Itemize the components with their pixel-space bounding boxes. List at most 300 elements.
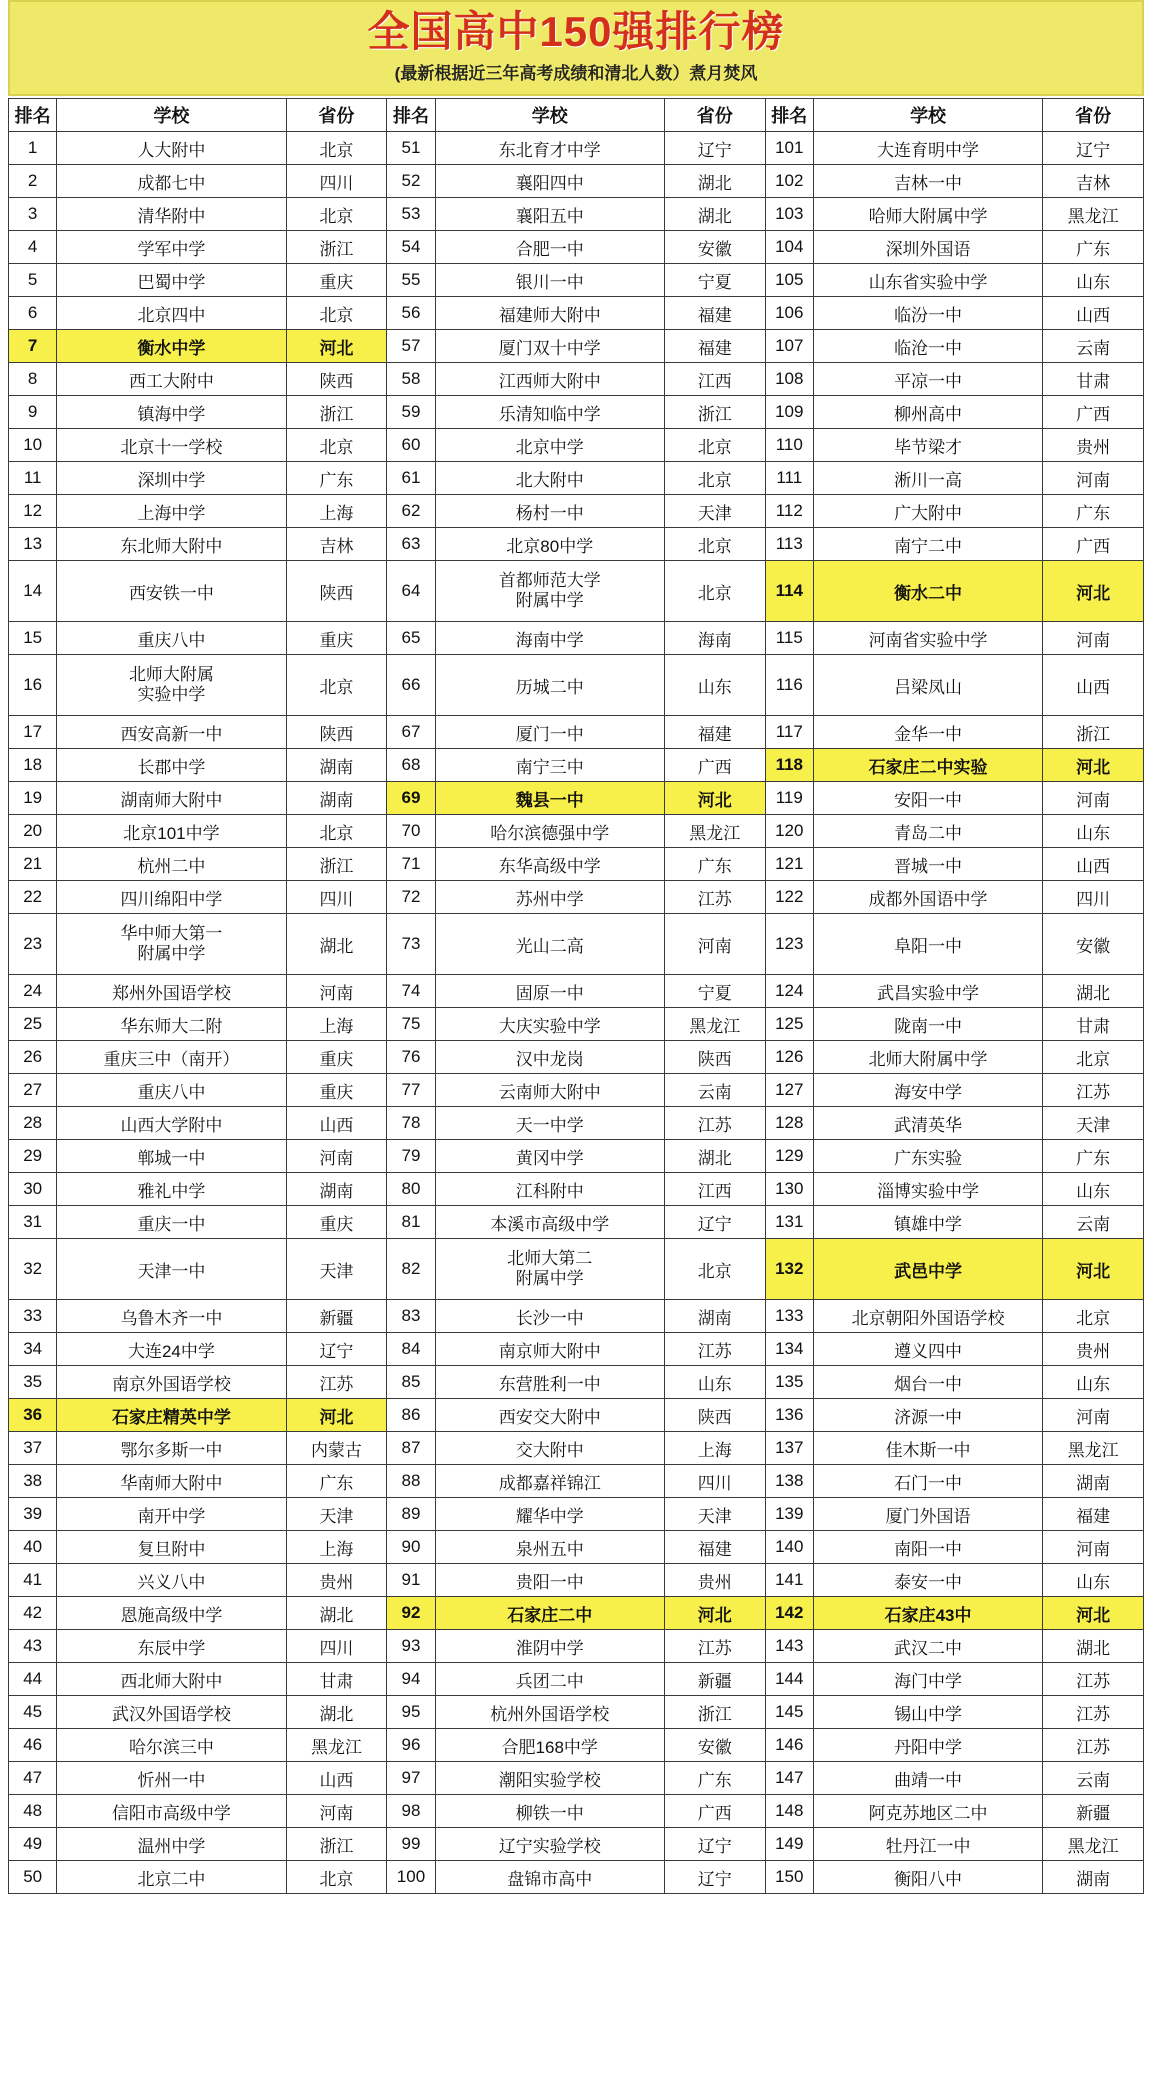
school-cell: 杨村一中 bbox=[435, 495, 664, 528]
table-row bbox=[9, 622, 1144, 655]
province-cell: 宁夏 bbox=[664, 975, 765, 1008]
province-cell: 江苏 bbox=[664, 1107, 765, 1140]
province-cell: 广东 bbox=[1043, 495, 1144, 528]
rank-cell: 51 bbox=[387, 132, 435, 165]
province-cell: 北京 bbox=[286, 297, 387, 330]
province-cell: 新疆 bbox=[664, 1663, 765, 1696]
rank-cell: 45 bbox=[9, 1696, 57, 1729]
school-cell: 成都嘉祥锦江 bbox=[435, 1465, 664, 1498]
rank-cell: 11 bbox=[9, 462, 57, 495]
rank-cell: 62 bbox=[387, 495, 435, 528]
province-cell: 江苏 bbox=[664, 1630, 765, 1663]
province-cell: 北京 bbox=[286, 132, 387, 165]
school-cell: 合肥一中 bbox=[435, 231, 664, 264]
school-cell: 武汉外国语学校 bbox=[57, 1696, 286, 1729]
school-cell: 牡丹江一中 bbox=[813, 1828, 1042, 1861]
province-cell: 广东 bbox=[1043, 1140, 1144, 1173]
table-row bbox=[9, 1140, 1144, 1173]
rank-cell: 39 bbox=[9, 1498, 57, 1531]
province-cell: 江苏 bbox=[664, 1333, 765, 1366]
school-cell: 南京外国语学校 bbox=[57, 1366, 286, 1399]
rank-cell: 24 bbox=[9, 975, 57, 1008]
school-cell: 武汉二中 bbox=[813, 1630, 1042, 1663]
rank-cell: 139 bbox=[765, 1498, 813, 1531]
rank-cell: 53 bbox=[387, 198, 435, 231]
rank-cell: 92 bbox=[387, 1597, 435, 1630]
school-cell: 晋城一中 bbox=[813, 848, 1042, 881]
school-cell: 光山二高 bbox=[435, 914, 664, 975]
school-cell: 长沙一中 bbox=[435, 1300, 664, 1333]
rank-cell: 33 bbox=[9, 1300, 57, 1333]
school-cell: 河南省实验中学 bbox=[813, 622, 1042, 655]
rank-cell: 96 bbox=[387, 1729, 435, 1762]
school-cell: 汉中龙岗 bbox=[435, 1041, 664, 1074]
province-cell: 广西 bbox=[1043, 528, 1144, 561]
rank-cell: 104 bbox=[765, 231, 813, 264]
rank-cell: 147 bbox=[765, 1762, 813, 1795]
province-cell: 湖南 bbox=[1043, 1861, 1144, 1894]
table-row bbox=[9, 1107, 1144, 1140]
school-cell: 衡阳八中 bbox=[813, 1861, 1042, 1894]
rank-cell: 142 bbox=[765, 1597, 813, 1630]
school-cell: 西安高新一中 bbox=[57, 716, 286, 749]
school-cell: 东华高级中学 bbox=[435, 848, 664, 881]
rank-cell: 103 bbox=[765, 198, 813, 231]
province-cell: 黑龙江 bbox=[664, 815, 765, 848]
rank-cell: 144 bbox=[765, 1663, 813, 1696]
province-cell: 江苏 bbox=[1043, 1663, 1144, 1696]
rank-cell: 74 bbox=[387, 975, 435, 1008]
province-cell: 湖南 bbox=[286, 782, 387, 815]
rank-cell: 12 bbox=[9, 495, 57, 528]
page-subtitle: (最新根据近三年高考成绩和清北人数）煮月焚风 bbox=[394, 64, 758, 84]
province-cell: 江苏 bbox=[286, 1366, 387, 1399]
province-cell: 甘肃 bbox=[286, 1663, 387, 1696]
school-cell: 北京101中学 bbox=[57, 815, 286, 848]
school-cell: 东北育才中学 bbox=[435, 132, 664, 165]
province-cell: 湖北 bbox=[664, 1140, 765, 1173]
rank-cell: 5 bbox=[9, 264, 57, 297]
province-cell: 黑龙江 bbox=[664, 1008, 765, 1041]
rank-cell: 2 bbox=[9, 165, 57, 198]
school-cell: 石家庄精英中学 bbox=[57, 1399, 286, 1432]
province-cell: 海南 bbox=[664, 622, 765, 655]
table-row bbox=[9, 1465, 1144, 1498]
province-cell: 河南 bbox=[286, 1140, 387, 1173]
school-cell: 石门一中 bbox=[813, 1465, 1042, 1498]
rank-cell: 22 bbox=[9, 881, 57, 914]
school-cell: 苏州中学 bbox=[435, 881, 664, 914]
rank-cell: 38 bbox=[9, 1465, 57, 1498]
school-cell: 北师大附属中学 bbox=[813, 1041, 1042, 1074]
school-cell: 淄博实验中学 bbox=[813, 1173, 1042, 1206]
province-cell: 四川 bbox=[664, 1465, 765, 1498]
table-row bbox=[9, 1366, 1144, 1399]
province-cell: 安徽 bbox=[664, 1729, 765, 1762]
rank-cell: 17 bbox=[9, 716, 57, 749]
school-cell: 盘锦市高中 bbox=[435, 1861, 664, 1894]
province-cell: 福建 bbox=[664, 716, 765, 749]
province-cell: 黑龙江 bbox=[1043, 1432, 1144, 1465]
school-cell: 江西师大附中 bbox=[435, 363, 664, 396]
table-row bbox=[9, 1696, 1144, 1729]
school-cell: 镇雄中学 bbox=[813, 1206, 1042, 1239]
school-cell: 南开中学 bbox=[57, 1498, 286, 1531]
province-cell: 河北 bbox=[286, 330, 387, 363]
table-row bbox=[9, 1795, 1144, 1828]
school-cell: 清华附中 bbox=[57, 198, 286, 231]
rank-cell: 113 bbox=[765, 528, 813, 561]
province-cell: 浙江 bbox=[664, 396, 765, 429]
province-cell: 河南 bbox=[664, 914, 765, 975]
school-cell: 曲靖一中 bbox=[813, 1762, 1042, 1795]
school-cell: 济源一中 bbox=[813, 1399, 1042, 1432]
province-cell: 陕西 bbox=[286, 716, 387, 749]
rank-cell: 133 bbox=[765, 1300, 813, 1333]
province-cell: 新疆 bbox=[286, 1300, 387, 1333]
province-cell: 山东 bbox=[664, 1366, 765, 1399]
province-cell: 云南 bbox=[1043, 1206, 1144, 1239]
rank-cell: 130 bbox=[765, 1173, 813, 1206]
rank-cell: 101 bbox=[765, 132, 813, 165]
table-row bbox=[9, 1399, 1144, 1432]
province-cell: 湖北 bbox=[1043, 975, 1144, 1008]
rank-cell: 60 bbox=[387, 429, 435, 462]
school-cell: 石家庄二中 bbox=[435, 1597, 664, 1630]
province-cell: 上海 bbox=[286, 495, 387, 528]
province-cell: 河北 bbox=[1043, 561, 1144, 622]
province-cell: 陕西 bbox=[286, 561, 387, 622]
school-cell: 北大附中 bbox=[435, 462, 664, 495]
rank-cell: 131 bbox=[765, 1206, 813, 1239]
province-cell: 河北 bbox=[1043, 1597, 1144, 1630]
school-cell: 恩施高级中学 bbox=[57, 1597, 286, 1630]
rank-cell: 36 bbox=[9, 1399, 57, 1432]
province-cell: 北京 bbox=[1043, 1041, 1144, 1074]
school-cell: 石家庄43中 bbox=[813, 1597, 1042, 1630]
table-row bbox=[9, 495, 1144, 528]
school-cell: 历城二中 bbox=[435, 655, 664, 716]
province-cell: 天津 bbox=[286, 1498, 387, 1531]
province-cell: 浙江 bbox=[286, 231, 387, 264]
school-cell: 南京师大附中 bbox=[435, 1333, 664, 1366]
table-row bbox=[9, 1333, 1144, 1366]
table-row bbox=[9, 1663, 1144, 1696]
rank-cell: 125 bbox=[765, 1008, 813, 1041]
province-cell: 福建 bbox=[1043, 1498, 1144, 1531]
province-cell: 山东 bbox=[1043, 264, 1144, 297]
school-cell: 柳州高中 bbox=[813, 396, 1042, 429]
school-cell: 山西大学附中 bbox=[57, 1107, 286, 1140]
rank-cell: 82 bbox=[387, 1239, 435, 1300]
province-cell: 河南 bbox=[1043, 1531, 1144, 1564]
province-cell: 广东 bbox=[286, 462, 387, 495]
table-row bbox=[9, 297, 1144, 330]
school-cell: 华中师大第一 附属中学 bbox=[57, 914, 286, 975]
school-cell: 金华一中 bbox=[813, 716, 1042, 749]
province-cell: 宁夏 bbox=[664, 264, 765, 297]
school-cell: 信阳市高级中学 bbox=[57, 1795, 286, 1828]
rank-cell: 94 bbox=[387, 1663, 435, 1696]
province-cell: 福建 bbox=[664, 330, 765, 363]
table-row bbox=[9, 881, 1144, 914]
table-row bbox=[9, 132, 1144, 165]
school-cell: 北师大附属 实验中学 bbox=[57, 655, 286, 716]
school-cell: 遵义四中 bbox=[813, 1333, 1042, 1366]
table-row bbox=[9, 1206, 1144, 1239]
table-body bbox=[9, 132, 1144, 1894]
school-cell: 泰安一中 bbox=[813, 1564, 1042, 1597]
rank-cell: 98 bbox=[387, 1795, 435, 1828]
province-cell: 江苏 bbox=[664, 881, 765, 914]
col-header-school-1: 学校 bbox=[57, 99, 286, 132]
rank-cell: 72 bbox=[387, 881, 435, 914]
table-row bbox=[9, 655, 1144, 716]
rank-cell: 93 bbox=[387, 1630, 435, 1663]
province-cell: 湖南 bbox=[286, 1173, 387, 1206]
school-cell: 北京80中学 bbox=[435, 528, 664, 561]
school-cell: 吉林一中 bbox=[813, 165, 1042, 198]
rank-cell: 13 bbox=[9, 528, 57, 561]
province-cell: 北京 bbox=[664, 462, 765, 495]
province-cell: 四川 bbox=[286, 1630, 387, 1663]
school-cell: 兴义八中 bbox=[57, 1564, 286, 1597]
rank-cell: 18 bbox=[9, 749, 57, 782]
col-header-province-1: 省份 bbox=[286, 99, 387, 132]
school-cell: 北京中学 bbox=[435, 429, 664, 462]
rank-cell: 85 bbox=[387, 1366, 435, 1399]
province-cell: 上海 bbox=[286, 1531, 387, 1564]
school-cell: 厦门一中 bbox=[435, 716, 664, 749]
rank-cell: 6 bbox=[9, 297, 57, 330]
school-cell: 广东实验 bbox=[813, 1140, 1042, 1173]
rank-cell: 42 bbox=[9, 1597, 57, 1630]
school-cell: 辽宁实验学校 bbox=[435, 1828, 664, 1861]
table-row bbox=[9, 1564, 1144, 1597]
rank-cell: 40 bbox=[9, 1531, 57, 1564]
school-cell: 阜阳一中 bbox=[813, 914, 1042, 975]
school-cell: 郸城一中 bbox=[57, 1140, 286, 1173]
school-cell: 武昌实验中学 bbox=[813, 975, 1042, 1008]
province-cell: 重庆 bbox=[286, 264, 387, 297]
rank-cell: 65 bbox=[387, 622, 435, 655]
rank-cell: 137 bbox=[765, 1432, 813, 1465]
table-row bbox=[9, 1041, 1144, 1074]
rank-cell: 75 bbox=[387, 1008, 435, 1041]
province-cell: 贵州 bbox=[664, 1564, 765, 1597]
rank-cell: 80 bbox=[387, 1173, 435, 1206]
school-cell: 贵阳一中 bbox=[435, 1564, 664, 1597]
school-cell: 柳铁一中 bbox=[435, 1795, 664, 1828]
province-cell: 新疆 bbox=[1043, 1795, 1144, 1828]
province-cell: 广西 bbox=[1043, 396, 1144, 429]
school-cell: 杭州二中 bbox=[57, 848, 286, 881]
province-cell: 辽宁 bbox=[1043, 132, 1144, 165]
rank-cell: 106 bbox=[765, 297, 813, 330]
province-cell: 上海 bbox=[664, 1432, 765, 1465]
school-cell: 东营胜利一中 bbox=[435, 1366, 664, 1399]
province-cell: 陕西 bbox=[664, 1399, 765, 1432]
rank-cell: 117 bbox=[765, 716, 813, 749]
rank-cell: 31 bbox=[9, 1206, 57, 1239]
table-row bbox=[9, 1630, 1144, 1663]
province-cell: 北京 bbox=[286, 429, 387, 462]
table-row bbox=[9, 1729, 1144, 1762]
rank-cell: 21 bbox=[9, 848, 57, 881]
province-cell: 山西 bbox=[1043, 848, 1144, 881]
province-cell: 吉林 bbox=[286, 528, 387, 561]
rank-cell: 111 bbox=[765, 462, 813, 495]
rank-cell: 76 bbox=[387, 1041, 435, 1074]
school-cell: 佳木斯一中 bbox=[813, 1432, 1042, 1465]
header-row bbox=[9, 99, 1144, 132]
table-row bbox=[9, 396, 1144, 429]
province-cell: 河北 bbox=[286, 1399, 387, 1432]
rank-cell: 16 bbox=[9, 655, 57, 716]
province-cell: 山东 bbox=[1043, 815, 1144, 848]
province-cell: 黑龙江 bbox=[1043, 198, 1144, 231]
school-cell: 北师大第二 附属中学 bbox=[435, 1239, 664, 1300]
province-cell: 黑龙江 bbox=[286, 1729, 387, 1762]
school-cell: 忻州一中 bbox=[57, 1762, 286, 1795]
school-cell: 泉州五中 bbox=[435, 1531, 664, 1564]
province-cell: 四川 bbox=[286, 165, 387, 198]
table-header bbox=[9, 99, 1144, 132]
province-cell: 广东 bbox=[664, 1762, 765, 1795]
rank-cell: 66 bbox=[387, 655, 435, 716]
table-row bbox=[9, 1498, 1144, 1531]
school-cell: 云南师大附中 bbox=[435, 1074, 664, 1107]
rank-cell: 10 bbox=[9, 429, 57, 462]
rank-cell: 129 bbox=[765, 1140, 813, 1173]
school-cell: 厦门外国语 bbox=[813, 1498, 1042, 1531]
rank-cell: 134 bbox=[765, 1333, 813, 1366]
rank-cell: 110 bbox=[765, 429, 813, 462]
school-cell: 海安中学 bbox=[813, 1074, 1042, 1107]
province-cell: 北京 bbox=[664, 561, 765, 622]
province-cell: 河南 bbox=[286, 1795, 387, 1828]
province-cell: 湖北 bbox=[1043, 1630, 1144, 1663]
rank-cell: 34 bbox=[9, 1333, 57, 1366]
province-cell: 北京 bbox=[286, 815, 387, 848]
rank-cell: 145 bbox=[765, 1696, 813, 1729]
province-cell: 河南 bbox=[1043, 782, 1144, 815]
rank-cell: 115 bbox=[765, 622, 813, 655]
province-cell: 重庆 bbox=[286, 1206, 387, 1239]
school-cell: 石家庄二中实验 bbox=[813, 749, 1042, 782]
school-cell: 临沧一中 bbox=[813, 330, 1042, 363]
school-cell: 重庆三中（南开） bbox=[57, 1041, 286, 1074]
province-cell: 陕西 bbox=[286, 363, 387, 396]
school-cell: 烟台一中 bbox=[813, 1366, 1042, 1399]
province-cell: 江苏 bbox=[1043, 1696, 1144, 1729]
rank-cell: 69 bbox=[387, 782, 435, 815]
rank-cell: 9 bbox=[9, 396, 57, 429]
col-header-rank-2: 排名 bbox=[387, 99, 435, 132]
rank-cell: 1 bbox=[9, 132, 57, 165]
province-cell: 湖南 bbox=[1043, 1465, 1144, 1498]
rank-cell: 37 bbox=[9, 1432, 57, 1465]
school-cell: 青岛二中 bbox=[813, 815, 1042, 848]
school-cell: 哈师大附属中学 bbox=[813, 198, 1042, 231]
school-cell: 西北师大附中 bbox=[57, 1663, 286, 1696]
province-cell: 河南 bbox=[1043, 1399, 1144, 1432]
province-cell: 重庆 bbox=[286, 1074, 387, 1107]
rank-cell: 8 bbox=[9, 363, 57, 396]
rank-cell: 61 bbox=[387, 462, 435, 495]
rank-cell: 99 bbox=[387, 1828, 435, 1861]
rank-cell: 68 bbox=[387, 749, 435, 782]
school-cell: 杭州外国语学校 bbox=[435, 1696, 664, 1729]
province-cell: 辽宁 bbox=[664, 1828, 765, 1861]
rank-cell: 77 bbox=[387, 1074, 435, 1107]
rank-cell: 70 bbox=[387, 815, 435, 848]
rank-cell: 141 bbox=[765, 1564, 813, 1597]
table-row bbox=[9, 782, 1144, 815]
school-cell: 华南师大附中 bbox=[57, 1465, 286, 1498]
school-cell: 襄阳五中 bbox=[435, 198, 664, 231]
school-cell: 西安铁一中 bbox=[57, 561, 286, 622]
school-cell: 成都七中 bbox=[57, 165, 286, 198]
school-cell: 本溪市高级中学 bbox=[435, 1206, 664, 1239]
school-cell: 陇南一中 bbox=[813, 1008, 1042, 1041]
rank-cell: 49 bbox=[9, 1828, 57, 1861]
rank-cell: 116 bbox=[765, 655, 813, 716]
school-cell: 上海中学 bbox=[57, 495, 286, 528]
school-cell: 长郡中学 bbox=[57, 749, 286, 782]
school-cell: 衡水中学 bbox=[57, 330, 286, 363]
rank-cell: 23 bbox=[9, 914, 57, 975]
rank-cell: 56 bbox=[387, 297, 435, 330]
school-cell: 兵团二中 bbox=[435, 1663, 664, 1696]
province-cell: 贵州 bbox=[1043, 1333, 1144, 1366]
province-cell: 江苏 bbox=[1043, 1074, 1144, 1107]
rank-cell: 48 bbox=[9, 1795, 57, 1828]
school-cell: 北京四中 bbox=[57, 297, 286, 330]
rank-cell: 50 bbox=[9, 1861, 57, 1894]
province-cell: 天津 bbox=[664, 495, 765, 528]
rank-cell: 107 bbox=[765, 330, 813, 363]
banner bbox=[8, 0, 1144, 96]
table-row bbox=[9, 848, 1144, 881]
province-cell: 浙江 bbox=[286, 1828, 387, 1861]
school-cell: 南阳一中 bbox=[813, 1531, 1042, 1564]
province-cell: 广西 bbox=[664, 749, 765, 782]
school-cell: 广大附中 bbox=[813, 495, 1042, 528]
table-row bbox=[9, 1861, 1144, 1894]
rank-cell: 124 bbox=[765, 975, 813, 1008]
school-cell: 耀华中学 bbox=[435, 1498, 664, 1531]
school-cell: 临汾一中 bbox=[813, 297, 1042, 330]
rank-cell: 15 bbox=[9, 622, 57, 655]
province-cell: 广东 bbox=[1043, 231, 1144, 264]
rank-cell: 27 bbox=[9, 1074, 57, 1107]
table-row bbox=[9, 975, 1144, 1008]
province-cell: 吉林 bbox=[1043, 165, 1144, 198]
school-cell: 合肥168中学 bbox=[435, 1729, 664, 1762]
rank-cell: 46 bbox=[9, 1729, 57, 1762]
school-cell: 哈尔滨德强中学 bbox=[435, 815, 664, 848]
province-cell: 云南 bbox=[1043, 1762, 1144, 1795]
rank-cell: 58 bbox=[387, 363, 435, 396]
school-cell: 深圳中学 bbox=[57, 462, 286, 495]
school-cell: 武邑中学 bbox=[813, 1239, 1042, 1300]
school-cell: 成都外国语中学 bbox=[813, 881, 1042, 914]
rank-cell: 143 bbox=[765, 1630, 813, 1663]
province-cell: 北京 bbox=[664, 429, 765, 462]
province-cell: 山东 bbox=[1043, 1366, 1144, 1399]
rank-cell: 84 bbox=[387, 1333, 435, 1366]
